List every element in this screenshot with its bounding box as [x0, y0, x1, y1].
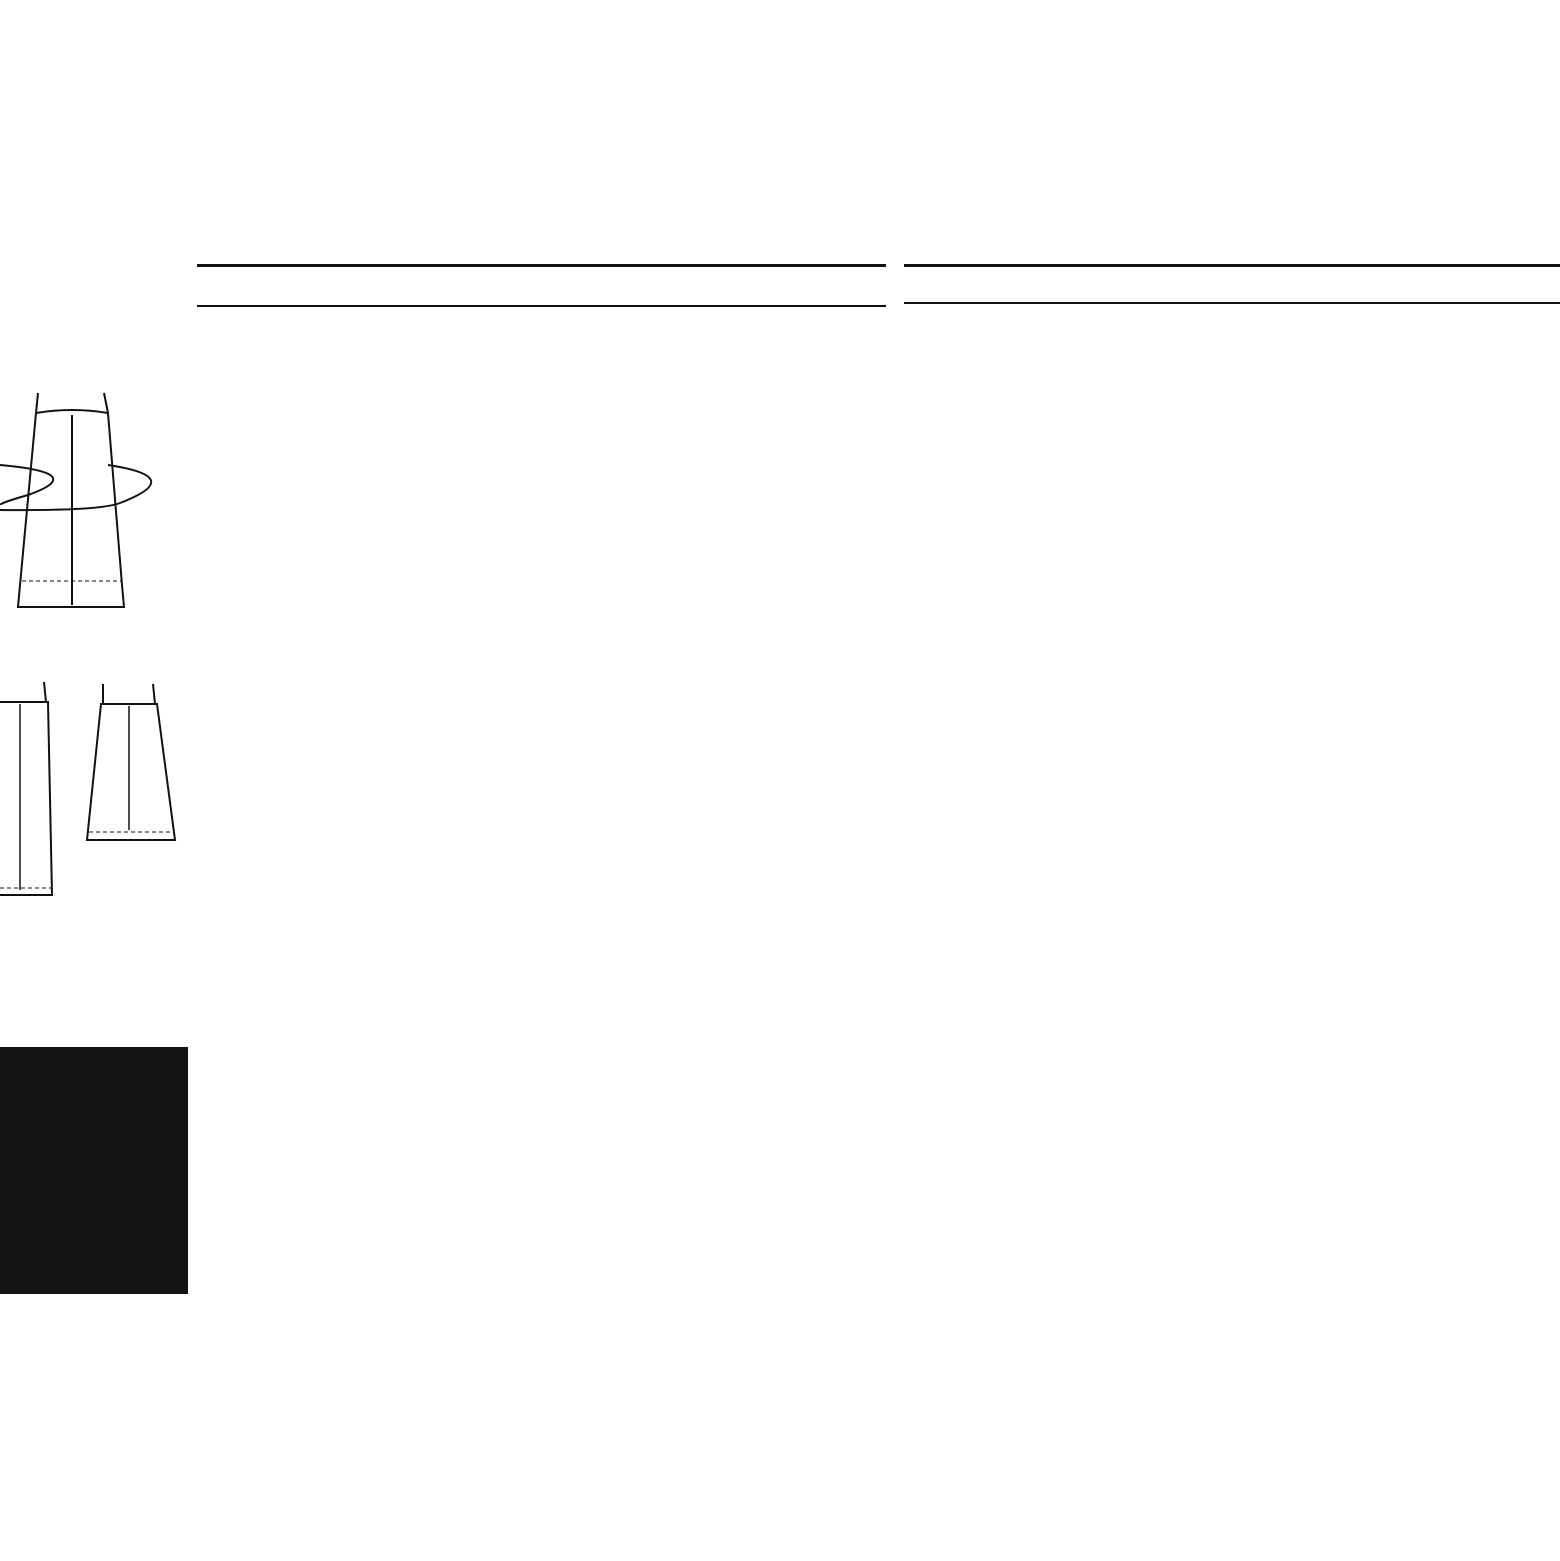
view-a-sketch: [0, 385, 190, 625]
us-label: [84, 1272, 106, 1287]
view-b-sketch: [0, 680, 70, 905]
pattern-label-box: [0, 1047, 188, 1294]
view-c-sketch: [85, 680, 185, 855]
euro-label: [132, 1282, 154, 1287]
fr-label: [108, 1272, 130, 1287]
